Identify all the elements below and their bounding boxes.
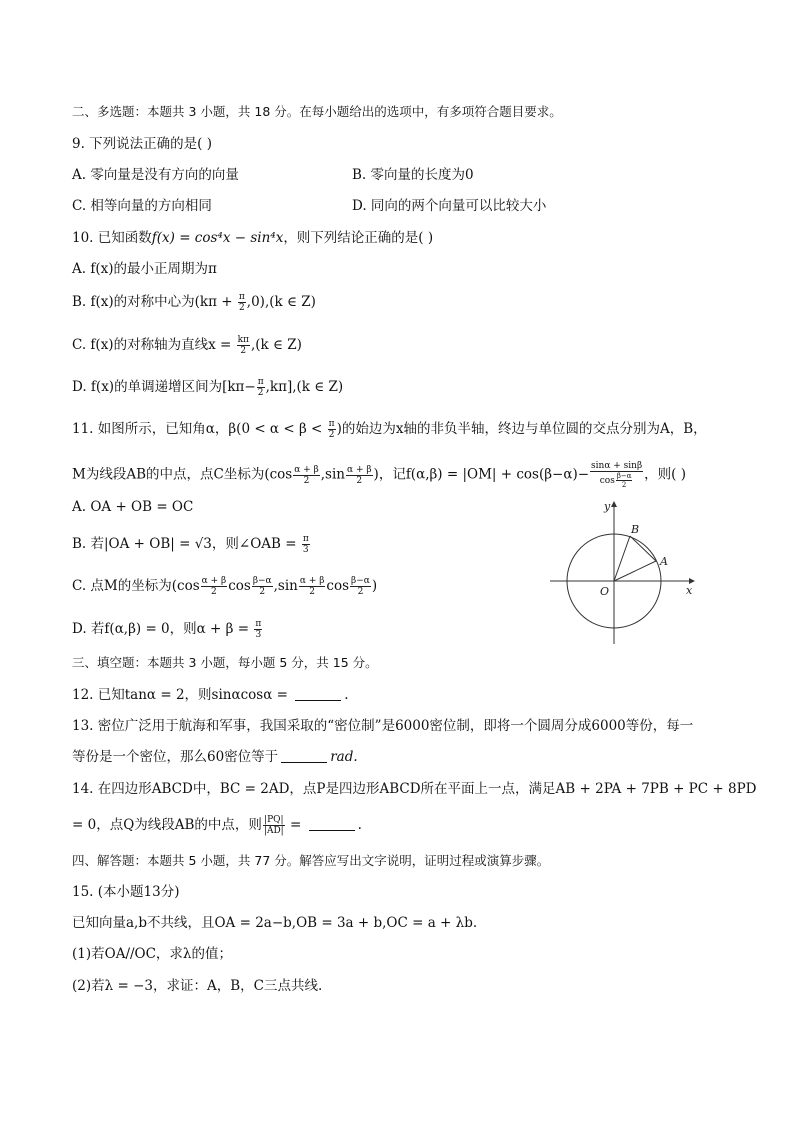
fraction-pq-over-ad <box>263 815 285 836</box>
label-A: A <box>660 555 668 568</box>
numerator: α + β <box>347 464 372 475</box>
label-y: y <box>604 500 611 513</box>
numerator: sinα + sinβ <box>591 461 643 471</box>
option-b-text: B. 若|OA + OB| = √3，则∠OAB = <box>72 536 301 552</box>
fraction-sin-over-cos <box>590 461 643 489</box>
question-10-option-c <box>72 335 302 356</box>
numerator: kπ <box>237 335 249 345</box>
option-b-tail: ,0),(k ∈ Z) <box>246 294 316 310</box>
denominator: 2 <box>211 587 217 597</box>
question-13-text: 等份是一个密位，那么60密位等于 <box>72 749 279 765</box>
fraction-alpha-plus-beta <box>201 576 228 597</box>
numerator: α + β <box>201 576 227 586</box>
option-c-close: ) <box>371 578 378 594</box>
denominator: 2 <box>621 481 627 489</box>
numerator: β−α <box>616 472 632 480</box>
denominator: 2 <box>257 388 264 398</box>
option-c-sin: ,sin <box>273 578 298 594</box>
question-13-line1: 13. 密位广泛用于航海和军事，我国采取的“密位制”是6000密位制，即将一个圆周分成6000等份，每一 <box>72 718 694 734</box>
fraction-pi-over-2 <box>328 419 336 440</box>
option-c-text: C. f(x)的对称轴为直线x = <box>72 337 236 353</box>
question-10-function: f(x) = cos⁴x − sin⁴x <box>151 230 284 246</box>
stem2-text: M为线段AB的中点，点C坐标为(cos <box>72 466 293 483</box>
segment-AB <box>630 536 656 561</box>
denominator: 2 <box>328 430 335 440</box>
answer-blank[interactable] <box>295 686 341 701</box>
denominator: 2 <box>356 475 363 486</box>
denominator-cos: cos <box>599 476 615 486</box>
question-14-text: = 0，点Q为线段AB的中点，则 <box>72 817 262 833</box>
fraction-alpha-plus-beta <box>299 576 326 597</box>
question-10-stem-suffix: ，则下列结论正确的是( ) <box>283 230 434 246</box>
numerator: |PQ| <box>264 815 284 825</box>
question-9-stem: 9. 下列说法正确的是( ) <box>72 136 212 152</box>
section-heading-multiple-choice: 二、多选题：本题共 3 小题，共 18 分。在每小题给出的选项中，有多项符合题目要求。 <box>72 104 562 119</box>
question-15-title: 15. (本小题13分) <box>72 884 180 900</box>
question-15-given: 已知向量a,b不共线，且OA = 2a−b,OB = 3a + b,OC = a + λb. <box>72 915 478 931</box>
denominator: 2 <box>309 587 316 597</box>
question-13-unit: rad. <box>330 749 358 765</box>
question-9-option-d: D. 同向的两个向量可以比较大小 <box>352 198 547 214</box>
option-d-text: D. f(x)的单调递增区间为[kπ− <box>72 379 256 395</box>
question-11-stem-line2 <box>72 461 686 489</box>
label-O: O <box>600 585 610 598</box>
section-heading-solutions: 四、解答题：本题共 5 小题，共 77 分。解答应写出文字说明，证明过程或演算步骤。 <box>72 853 550 868</box>
fraction-pi-over-2 <box>257 377 265 398</box>
stem2-f-def: )，记f(α,β) = |OM| + cos(β−α)− <box>373 466 590 483</box>
numerator: π <box>302 534 309 544</box>
fraction-beta-minus-alpha <box>350 576 371 597</box>
denominator: 2 <box>357 587 364 597</box>
answer-blank[interactable] <box>309 816 355 831</box>
denominator: 2 <box>303 475 310 486</box>
denominator: 3 <box>302 545 309 555</box>
question-12-period: . <box>344 687 349 703</box>
option-d-tail: ,kπ],(k ∈ Z) <box>265 379 344 395</box>
denominator: 3 <box>255 630 262 640</box>
fraction-beta-minus-alpha <box>616 472 633 489</box>
question-10-option-d <box>72 377 343 398</box>
answer-blank[interactable] <box>281 748 327 763</box>
question-9-option-c: C. 相等向量的方向相同 <box>72 198 212 214</box>
numerator: π <box>238 292 245 302</box>
numerator: π <box>257 377 264 387</box>
question-12-text: 12. 已知tanα = 2，则sinαcosα = <box>72 687 293 703</box>
denominator: 2 <box>240 346 247 356</box>
option-c-tail: ,(k ∈ Z) <box>250 337 302 353</box>
numerator: β−α <box>252 576 272 586</box>
stem2-tail: ，则( ) <box>644 466 686 483</box>
fraction-pi-over-2 <box>238 292 246 313</box>
question-15-part-2: (2)若λ = −3，求证：A，B，C三点共线. <box>72 978 323 994</box>
numerator: α + β <box>294 464 319 475</box>
stem2-sin: ,sin <box>320 466 345 483</box>
fraction-alpha-plus-beta <box>293 465 320 486</box>
fraction-alpha-plus-beta <box>346 465 373 486</box>
question-14-line2 <box>72 815 362 836</box>
numerator: β−α <box>351 576 370 586</box>
denominator: 2 <box>259 587 266 597</box>
question-9-option-b: B. 零向量的长度为0 <box>352 167 474 183</box>
question-11-option-d <box>72 619 263 640</box>
question-11-option-a: A. OA + OB = OC <box>72 499 194 515</box>
question-10-stem <box>72 228 433 248</box>
denominator: |AD| <box>263 826 284 836</box>
option-b-text: B. f(x)的对称中心为(kπ + <box>72 294 237 310</box>
question-10-option-a: A. f(x)的最小正周期为π <box>72 261 217 277</box>
section-heading-fill-in: 三、填空题：本题共 3 小题，每小题 5 分，共 15 分。 <box>72 655 378 670</box>
label-x: x <box>686 584 693 597</box>
numerator: π <box>328 419 335 429</box>
numerator: π <box>255 619 262 629</box>
stem1-tail: )的始边为x轴的非负半轴，终边与单位圆的交点分别为A，B， <box>336 421 707 437</box>
question-14-period: . <box>357 817 362 833</box>
option-c-cos: cos <box>228 578 251 594</box>
fraction-kpi-over-2 <box>237 335 250 356</box>
question-14-equals: = <box>285 817 306 833</box>
denominator: 2 <box>238 303 245 313</box>
option-c-text: C. 点M的坐标为(cos <box>72 578 200 594</box>
option-c-cos2: cos <box>326 578 350 594</box>
fraction-beta-minus-alpha <box>252 576 273 597</box>
option-d-text: D. 若f(α,β) = 0，则α + β = <box>72 621 254 637</box>
question-11-option-b <box>72 534 311 555</box>
question-14-line1: 14. 在四边形ABCD中，BC = 2AD，点P是四边形ABCD所在平面上一点，满足AB + 2PA + 7PB + PC + 8PD <box>72 781 757 797</box>
question-13-line2 <box>72 747 358 767</box>
question-9-option-a: A. 零向量是没有方向的向量 <box>72 167 239 183</box>
question-10-stem-prefix: 10. 已知函数 <box>72 230 152 246</box>
question-11-stem-line1 <box>72 419 707 440</box>
fraction-pi-over-3 <box>302 534 310 555</box>
stem1-text: 11. 如图所示，已知角α，β(0 < α < β < <box>72 421 327 437</box>
question-11-option-c <box>72 576 377 597</box>
denominator <box>590 472 643 489</box>
question-10-option-b <box>72 292 316 313</box>
fraction-pi-over-3 <box>254 619 262 640</box>
question-15-part-1: (1)若OA//OC，求λ的值； <box>72 946 232 962</box>
label-B: B <box>631 523 640 536</box>
numerator: α + β <box>299 576 325 586</box>
question-12 <box>72 685 349 705</box>
unit-circle-figure <box>548 498 700 648</box>
